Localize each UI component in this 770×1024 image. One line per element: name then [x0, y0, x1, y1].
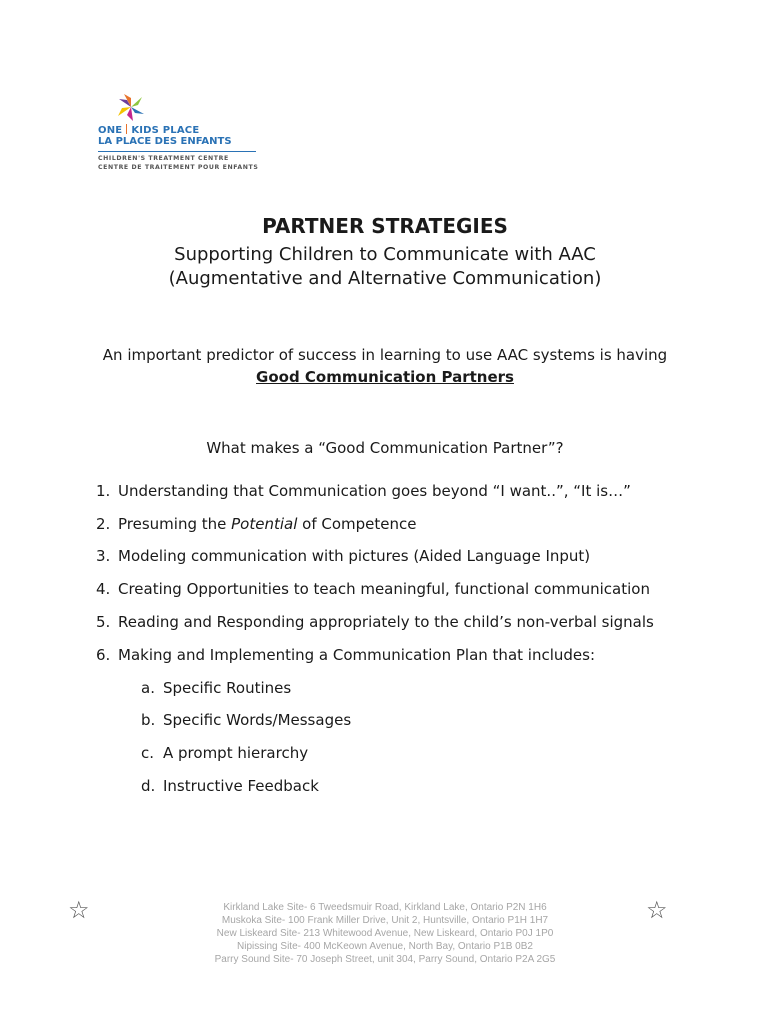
sub-list-item: a. Specific Routines: [141, 679, 292, 697]
page-title: PARTNER STRATEGIES: [262, 214, 508, 238]
intro-text: An important predictor of success in learning to use AAC systems is having: [102, 346, 668, 364]
logo-wordmark-line2: LA PLACE DES ENFANTS: [98, 136, 232, 147]
footer-address-line: Kirkland Lake Site- 6 Tweedsmuir Road, Kirkland Lake, Ontario P2N 1H6: [223, 902, 547, 913]
footer-address-line: New Liskeard Site- 213 Whitewood Avenue, New Liskeard, Ontario P0J 1P0: [216, 928, 554, 939]
list-item: 5. Reading and Responding appropriately to the child’s non-verbal signals: [96, 613, 654, 631]
star-icon: ☆: [646, 896, 668, 924]
subtitle-line2: (Augmentative and Alternative Communication): [168, 268, 602, 289]
pinwheel-icon: [116, 92, 146, 122]
section-question: What makes a “Good Communication Partner”?: [206, 439, 564, 457]
list-item: 2. Presuming the Potential of Competence: [96, 515, 417, 533]
footer-addresses: [0, 901, 770, 966]
logo-tagline-fr: CENTRE DE TRAITEMENT POUR ENFANTS: [98, 164, 259, 171]
subtitle-line1: Supporting Children to Communicate with AAC: [174, 244, 596, 265]
logo-tagline-en: CHILDREN'S TREATMENT CENTRE: [98, 155, 229, 162]
footer-address-line: Nipissing Site- 400 McKeown Avenue, North Bay, Ontario P1B 0B2: [237, 941, 533, 952]
footer-address-line: Parry Sound Site- 70 Joseph Street, unit 304, Parry Sound, Ontario P2A 2G5: [214, 954, 556, 965]
emphasis-text: Potential: [231, 515, 298, 533]
intro-emphasis: Good Communication Partners: [256, 368, 514, 386]
star-icon: ☆: [68, 896, 90, 924]
sub-list-item: d. Instructive Feedback: [141, 777, 319, 795]
logo-divider: [98, 151, 256, 152]
list-item: 3. Modeling communication with pictures (Aided Language Input): [96, 547, 591, 565]
logo: [98, 92, 268, 182]
sub-list-item: b. Specific Words/Messages: [141, 711, 352, 729]
footer-address-line: Muskoka Site- 100 Frank Miller Drive, Unit 2, Huntsville, Ontario P1H 1H7: [221, 915, 549, 926]
list-item: 4. Creating Opportunities to teach meaningful, functional communication: [96, 580, 650, 598]
list-item: 6. Making and Implementing a Communication Plan that includes:: [96, 646, 595, 664]
sub-list-item: c. A prompt hierarchy: [141, 744, 309, 762]
list-item: 1. Understanding that Communication goes beyond “I want..”, “It is…”: [96, 482, 631, 500]
logo-wordmark-line1: ONE KIDS PLACE: [98, 125, 200, 136]
